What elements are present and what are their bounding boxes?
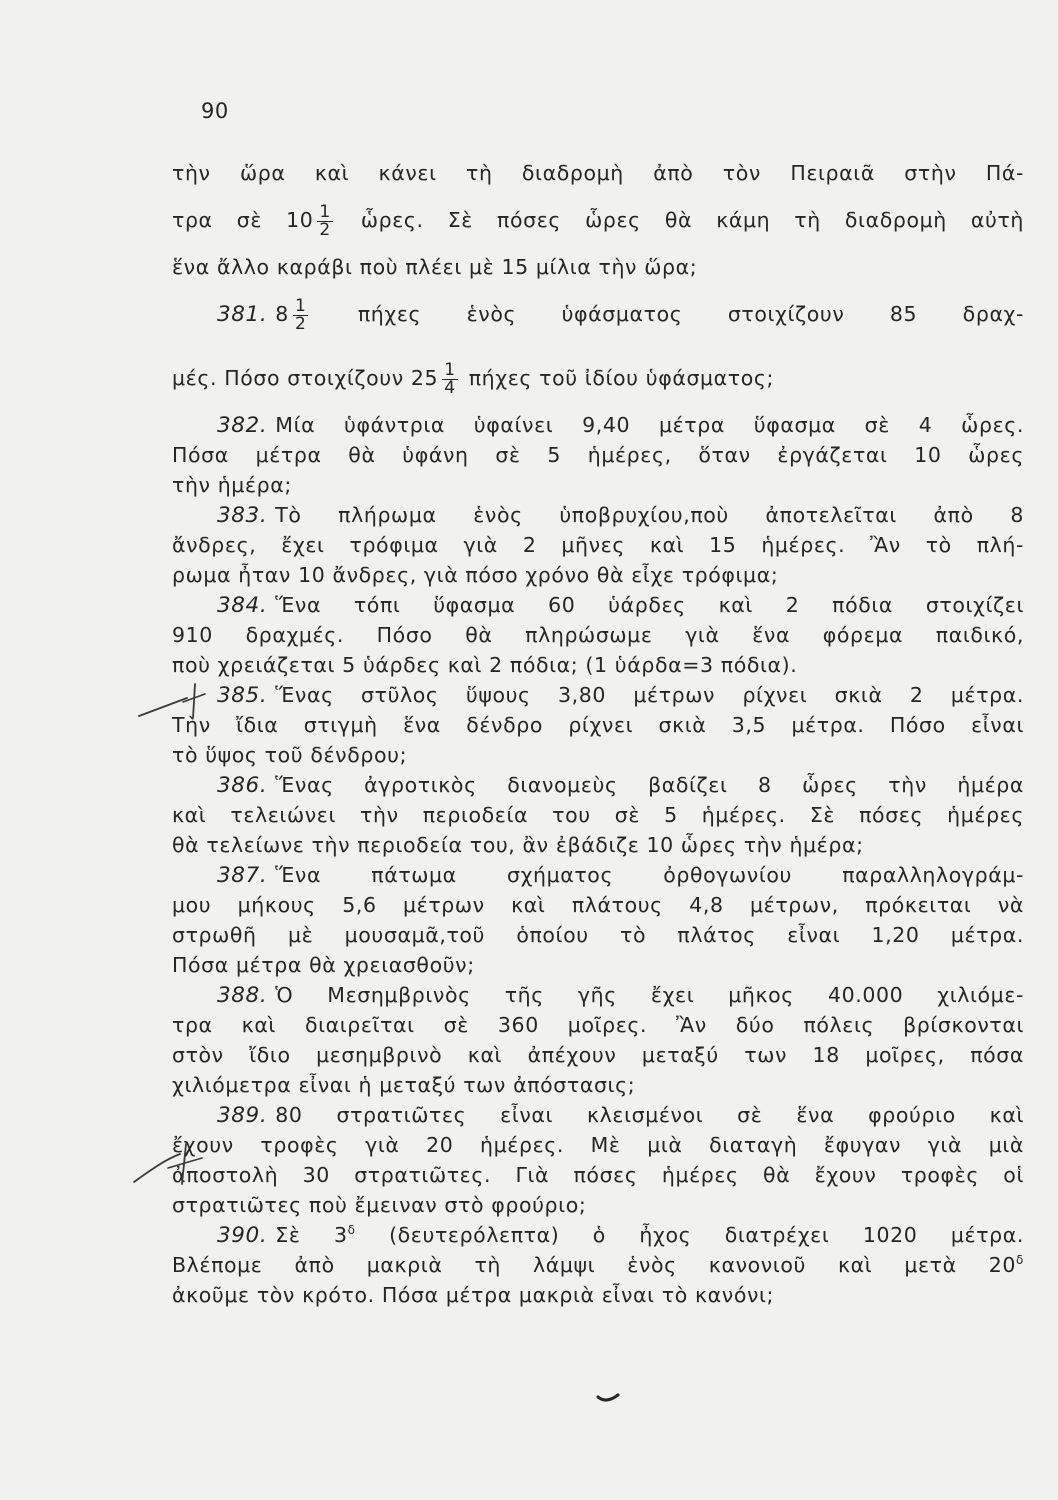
text-line: στρατιῶτες ποὺ ἔμειναν στὸ φρούριο; <box>172 1193 587 1217</box>
problem-start: 382. Μία ὑφάντρια ὑφαίνει 9,40 μέτρα ὕφασμα σὲ 4 ὧρες. <box>217 413 1024 438</box>
text-line: τρα καὶ διαιρεῖται σὲ 360 μοῖρες. Ἂν δύο πόλεις βρίσκονται <box>172 1013 1024 1037</box>
problem-start: 381. 8 $\frac{1}{2}$ πήχες ἑνὸς ὑφάσματος στοιχίζουν 85 δραχ- <box>217 295 1024 334</box>
text-line: ρωμα ἦταν 10 ἄνδρες, γιὰ πόσο χρόνο θὰ εἶχε τρόφιμα; <box>172 563 779 587</box>
fraction: $\frac{1}{4}$ <box>444 359 456 398</box>
text-line: καὶ τελειώνει τὴν περιοδεία του σὲ 5 ἡμέρες. Σὲ πόσες ἡμέρες <box>172 803 1024 827</box>
problem-number: 384. <box>217 593 268 618</box>
problem-start: 385. Ἕνας στῦλος ὕψους 3,80 μέτρων ρίχνει σκιὰ 2 μέτρα. <box>217 683 1024 708</box>
text-line: μου μήκους 5,6 μέτρων καὶ πλάτους 4,8 μέτρων, πρόκειται νὰ <box>172 893 1024 917</box>
text-line: τὸ ὕψος τοῦ δένδρου; <box>172 743 408 767</box>
text-line: ποὺ χρειάζεται 5 ὑάρδες καὶ 2 πόδια; (1 ὑάρδα=3 πόδια). <box>172 653 798 677</box>
text-line: Τὴν ἴδια στιγμὴ ἕνα δένδρο ρίχνει σκιὰ 3,5 μέτρα. Πόσο εἶναι <box>172 713 1024 737</box>
text-line: ἔχουν τροφὲς γιὰ 20 ἡμέρες. Μὲ μιὰ διαταγὴ ἔφυγαν γιὰ μιὰ <box>172 1133 1024 1157</box>
problem-number: 383. <box>217 503 268 528</box>
text-line: Βλέπομε ἀπὸ μακριὰ τὴ λάμψι ἑνὸς κανονιοῦ καὶ μετὰ $20^\delta$ <box>172 1253 1024 1277</box>
problem-number: 389. <box>217 1103 268 1128</box>
text-line: ἕνα ἄλλο καράβι ποὺ πλέει μὲ 15 μίλια τὴν ὥρα; <box>172 255 698 279</box>
text-line: στρωθῆ μὲ μουσαμᾶ,τοῦ ὁποίου τὸ πλάτος εἶναι 1,20 μέτρα. <box>172 923 1024 947</box>
fraction: $\frac{1}{2}$ <box>294 295 307 334</box>
text-line: ἄνδρες, ἔχει τρόφιμα γιὰ 2 μῆνες καὶ 15 ἡμέρες. Ἂν τὸ πλή- <box>172 533 1024 557</box>
text-line: ἀκοῦμε τὸν κρότο. Πόσα μέτρα μακριὰ εἶναι τὸ κανόνι; <box>172 1283 775 1307</box>
text-line: στὸν ἴδιο μεσημβρινὸ καὶ ἀπέχουν μεταξύ των 18 μοῖρες, πόσα <box>172 1043 1024 1067</box>
problem-number: 390. <box>217 1223 268 1248</box>
problem-start: 390. Σὲ $3^\delta$ (δευτερόλεπτα) ὁ ἦχος διατρέχει 1020 μέτρα. <box>217 1223 1024 1248</box>
text-line: Πόσα μέτρα θὰ χρειασθοῦν; <box>172 953 475 977</box>
problem-start: 384. Ἕνα τόπι ὕφασμα 60 ὑάρδες καὶ 2 πόδια στοιχίζει <box>217 593 1024 618</box>
page-number: 90 <box>201 99 229 123</box>
problem-start: 389. 80 στρατιῶτες εἶναι κλεισμένοι σὲ ἕνα φρούριο καὶ <box>217 1103 1024 1128</box>
fraction: $\frac{1}{2}$ <box>319 201 331 240</box>
problem-start: 388. Ὁ Μεσημβρινὸς τῆς γῆς ἔχει μῆκος 40.000 χιλιόμε- <box>217 983 1024 1008</box>
text-line: θὰ τελείωνε τὴν περιοδεία του, ἂν ἐβάδιζε 10 ὧρες τὴν ἡμέρα; <box>172 833 864 857</box>
text-line: Πόσα μέτρα θὰ ὑφάνη σὲ 5 ἡμέρες, ὅταν ἐργάζεται 10 ὧρες <box>172 443 1024 467</box>
handwritten-check-mark <box>128 1138 208 1186</box>
ink-mark <box>596 1392 622 1406</box>
problem-number: 387. <box>217 863 268 888</box>
problem-start: 383. Τὸ πλήρωμα ἑνὸς ὑποβρυχίου,ποὺ ἀποτελεῖται ἀπὸ 8 <box>217 503 1024 528</box>
problem-number: 386. <box>217 773 268 798</box>
page-body <box>172 158 1024 1310</box>
text-line: τὴν ἡμέρα; <box>172 473 292 497</box>
problem-start: 386. Ἕνας ἀγροτικὸς διανομεὺς βαδίζει 8 ὧρες τὴν ἡμέρα <box>217 773 1024 798</box>
problem-number: 385. <box>217 683 268 708</box>
text-line: τὴν ὥρα καὶ κάνει τὴ διαδρομὴ ἀπὸ τὸν Πειραιᾶ στὴν Πά- <box>172 161 1024 185</box>
text-line: ἀποστολὴ 30 στρατιῶτες. Γιὰ πόσες ἡμέρες θὰ ἔχουν τροφὲς οἱ <box>172 1163 1024 1187</box>
problem-number: 382. <box>217 413 268 438</box>
problem-number: 388. <box>217 983 268 1008</box>
problem-start: 387. Ἕνα πάτωμα σχήματος ὀρθογωνίου παραλληλογράμ- <box>217 863 1024 888</box>
text-line: τρα σὲ 10 $\frac{1}{2}$ ὧρες. Σὲ πόσες ὧρες θὰ κάμη τὴ διαδρομὴ αὐτὴ <box>172 201 1024 240</box>
text-line: μές. Πόσο στοιχίζουν 25 $\frac{1}{4}$ πήχες τοῦ ἰδίου ὑφάσματος; <box>172 359 775 398</box>
problem-number: 381. <box>217 302 268 327</box>
text-line: 910 δραχμές. Πόσο θὰ πληρώσωμε γιὰ ἕνα φόρεμα παιδικό, <box>172 623 1024 647</box>
handwritten-check-mark <box>135 680 215 720</box>
text-line: χιλιόμετρα εἶναι ἡ μεταξύ των ἀπόστασις; <box>172 1073 636 1097</box>
